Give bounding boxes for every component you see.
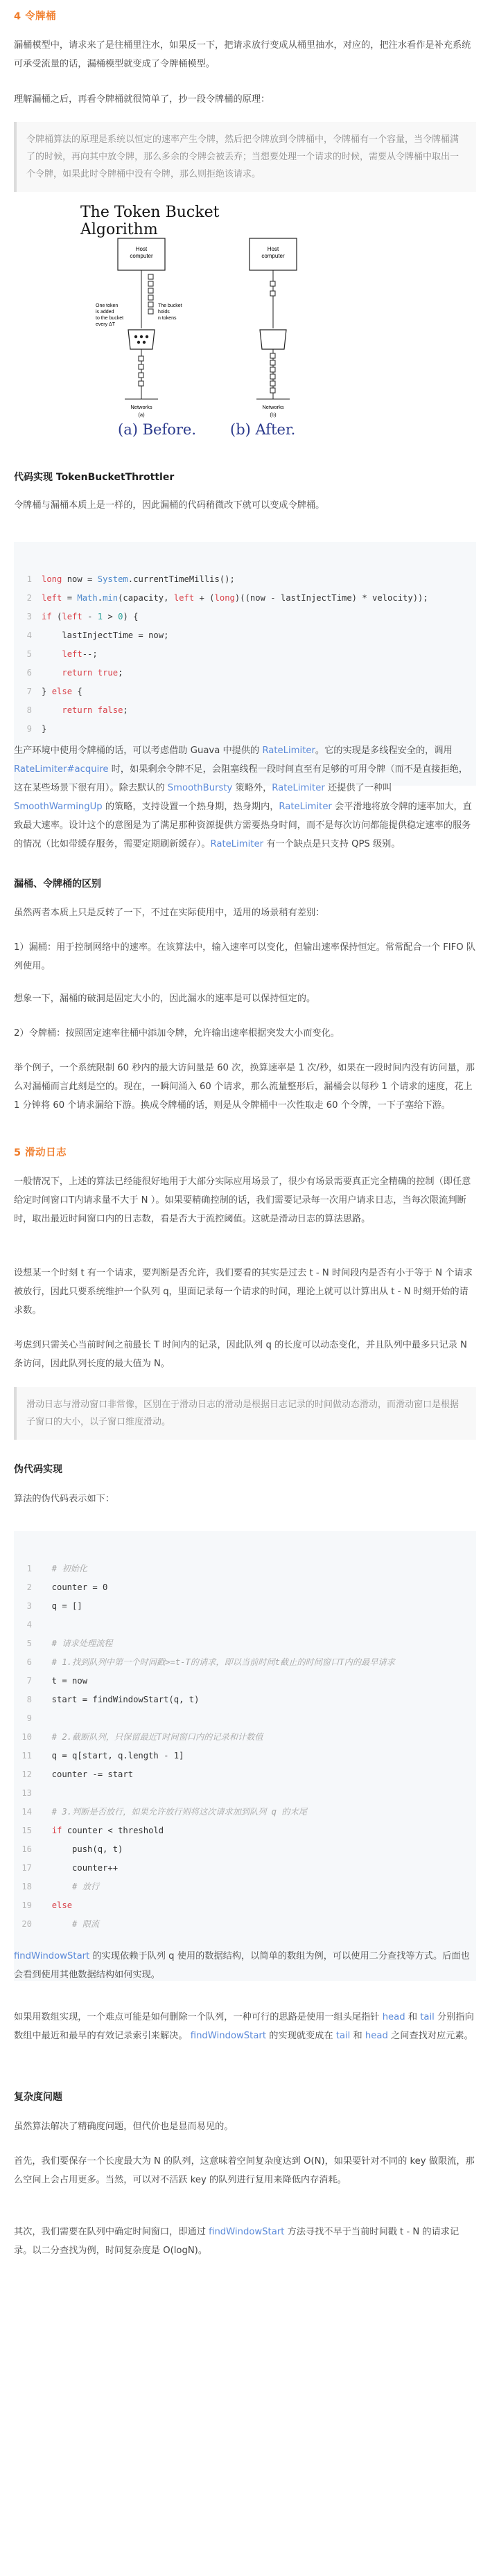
figure-title: The Token Bucket Algorithm — [80, 204, 220, 238]
paragraph-text: 设想某一个时刻 t 有一个请求，要判断是否允许，我们要看的其实是过去 t - N 时间段内是否有小于等于 N 个请求被放行，因此只要系统维护一个队列 q，里面记录每一个请求的时间，理论上就可以计算出从 t - N 时刻开始的请求数。 — [14, 1268, 473, 1316]
paragraph-text: 举个例子，一个系统限制 60 秒内的最大访问量是 60 次，换算速率是 1 次/秒，如果在一段时间内没有访问量，那么对漏桶而言此刻是空的。现在，一瞬间涌入 60 个请求，那么流量整形后，漏桶会以每秒 1 个请求的速度，花上 1 分钟将 60 个请求漏给下游。换成令牌桶的话，则是从令牌桶中一次性取走 60 个令牌，一下子塞给下游。 — [14, 1063, 475, 1111]
paragraph — [14, 741, 476, 854]
paragraph — [14, 1490, 476, 1508]
code-line: 11 q = q[start, q.length - 1] — [21, 1751, 184, 1761]
svg-text:holds: holds — [158, 310, 170, 315]
paragraph — [14, 2223, 476, 2260]
code-line: 18 # 放行 — [21, 1882, 100, 1891]
code-line: 16 push(q, t) — [21, 1844, 123, 1854]
figure-caption-before: (a) Before. — [118, 421, 196, 438]
code-line: 8 return false; — [26, 705, 128, 715]
paragraph — [14, 2152, 476, 2189]
code-line: 10 # 2.截断队列，只保留最近T时间窗口内的记录和计数值 — [21, 1732, 263, 1742]
subsection-title: 伪代码实现 — [14, 1464, 62, 1475]
subsection-title: 复杂度问题 — [14, 2092, 62, 2103]
paragraph — [14, 36, 476, 73]
subsection-title: 漏桶、令牌桶的区别 — [14, 879, 101, 890]
blockquote — [14, 122, 476, 192]
section-5-heading — [14, 1145, 476, 1159]
svg-text:The bucket: The bucket — [158, 303, 182, 308]
code-line: 8 start = findWindowStart(q, t) — [26, 1695, 200, 1704]
paragraph — [14, 903, 476, 922]
token-bucket-diagram — [76, 226, 402, 434]
paragraph — [14, 1172, 476, 1228]
code-line: 20 # 限流 — [21, 1919, 100, 1929]
blockquote — [14, 1387, 476, 1440]
svg-text:every ΔT: every ΔT — [96, 322, 116, 327]
paragraph-text: 想象一下，漏桶的破洞是固定大小的，因此漏水的速率是可以保持恒定的。 — [14, 994, 316, 1004]
code-line: 9 } — [26, 724, 47, 734]
code-line: 17 counter++ — [21, 1863, 119, 1873]
paragraph — [14, 1059, 476, 1115]
paragraph — [14, 2008, 476, 2045]
paragraph — [14, 2117, 476, 2136]
svg-text:computer: computer — [130, 253, 153, 259]
subsection-heading — [14, 1462, 476, 1476]
code-line: 7 } else { — [26, 687, 82, 696]
code-line: 5 # 请求处理流程 — [26, 1639, 113, 1648]
svg-text:Networks: Networks — [262, 404, 284, 410]
code-line: 1 # 初始化 — [26, 1564, 87, 1573]
paragraph-text: 漏桶模型中，请求来了是往桶里注水，如果反一下，把请求放行变成从桶里抽水，对应的，把注水看作是补充系统可承受流量的话，漏桶模型就变成了令牌桶模型。 — [14, 40, 471, 69]
subsection-title: 代码实现 TokenBucketThrottler — [14, 472, 175, 483]
code-line: 19 else — [21, 1900, 73, 1910]
svg-text:to the bucket: to the bucket — [96, 316, 124, 321]
paragraph — [14, 90, 476, 109]
paragraph — [14, 1336, 476, 1373]
code-line: 4 lastInjectTime = now; — [26, 630, 169, 640]
code-line: 6 # 1.找到队列中第一个时间戳>=t-T的请求，即以当前时间t截止的时间窗口T内的最早请求 — [26, 1657, 395, 1667]
paragraph-text: 理解漏桶之后，再看令牌桶就很简单了，抄一段令牌桶的原理： — [14, 94, 270, 105]
host-computer-label-b: Host — [267, 246, 279, 252]
paragraph-text: 2）令牌桶：按照固定速率往桶中添加令牌，允许输出速率根据突发大小而变化。 — [14, 1028, 340, 1039]
paragraph — [14, 496, 476, 515]
svg-text:is added: is added — [96, 310, 114, 315]
code-line: 4 — [26, 1620, 32, 1630]
svg-text:Networks: Networks — [130, 404, 152, 410]
code-line: 1 long now = System.currentTimeMillis(); — [26, 574, 235, 584]
code-line: 15 if counter < threshold — [21, 1826, 164, 1835]
subsection-heading — [14, 470, 476, 484]
paragraph-text: 其次，我们需要在队列中确定时间窗口，即通过 findWindowStart 方法寻找不早于当前时间戳 t - N 的请求记录。以二分查找为例，时间复杂度是 O(logN)。 — [14, 2227, 460, 2256]
svg-text:n tokens: n tokens — [158, 316, 177, 321]
section-4-heading — [14, 8, 476, 23]
code-line: 9 — [26, 1713, 32, 1723]
section-title: 4 令牌桶 — [14, 11, 57, 22]
code-block-pseudocode — [14, 1531, 476, 1981]
paragraph-text: 虽然算法解决了精确度问题，但代价也是显而易见的。 — [14, 2121, 234, 2132]
code-line: 2 counter = 0 — [26, 1582, 108, 1592]
code-line: 3 q = [] — [26, 1601, 82, 1611]
svg-text:One token: One token — [96, 303, 119, 308]
code-line: 13 — [21, 1788, 32, 1798]
paragraph-text: 如果用数组实现，一个难点可能是如何删除一个队列，一种可行的思路是使用一组头尾指针 head 和 tail 分别指向数组中最近和最早的有效记录索引来解决。 findWindowStart 的实现就变成在 tail 和 head 之间查找对应元素。 — [14, 2012, 474, 2041]
host-computer-label-a: Host — [135, 246, 148, 252]
code-line: 12 counter -= start — [21, 1770, 134, 1779]
code-line: 5 left--; — [26, 649, 98, 659]
paragraph-text: findWindowStart 的实现依赖于队列 q 使用的数据结构，以简单的数组为例，可以使用二分查找等方式。后面也会看到使用其他数据结构如何实现。 — [14, 1951, 470, 1980]
quote-text: 令牌桶算法的原理是系统以恒定的速率产生令牌，然后把令牌放到令牌桶中，令牌桶有一个容量，当令牌桶满了的时候，再向其中放令牌，那么多余的令牌会被丢弃；当想要处理一个请求的时候，需要从令牌桶中取出一个令牌，如果此时令牌桶中没有令牌，那么则拒绝该请求。 — [14, 122, 476, 192]
paragraph — [14, 1947, 476, 1984]
code-line: 6 return true; — [26, 668, 123, 678]
subsection-heading — [14, 876, 476, 890]
paragraph — [14, 989, 476, 1008]
paragraph — [14, 938, 476, 976]
code-line: 2 left = Math.min(capacity, left + (long)((now - lastInjectTime) * velocity)); — [26, 593, 428, 603]
figure-caption-after: (b) After. — [230, 421, 296, 438]
svg-text:(a): (a) — [138, 412, 145, 418]
paragraph-text: 算法的伪代码表示如下： — [14, 1494, 115, 1504]
paragraph-text: 考虑到只需关心当前时间之前最长 T 时间内的记录，因此队列 q 的长度可以动态变化，并且队列中最多只记录 N 条访问，因此队列长度的最大值为 N。 — [14, 1340, 467, 1369]
code-line: 14 # 3.判断是否放行，如果允许放行则将这次请求加到队列 q 的末尾 — [21, 1807, 307, 1817]
paragraph-text: 虽然两者本质上只是反转了一下，不过在实际使用中，适用的场景稍有差别： — [14, 908, 325, 918]
token-bucket-figure — [76, 201, 402, 443]
paragraph-text: 一般情况下，上述的算法已经能很好地用于大部分实际应用场景了，很少有场景需要真正完全精确的控制（即任意给定时间窗口T内请求量不大于 N ）。如果要精确控制的话，我们需要记录每一次用户请求日志，当每次限流判断时，取出最近时间窗口内的日志数，看是否大于流控阈值。这就是滑动日志的算法思路。 — [14, 1176, 471, 1224]
quote-text: 滑动日志与滑动窗口非常像，区别在于滑动日志的滑动是根据日志记录的时间做动态滑动，而滑动窗口是根据子窗口的大小，以子窗口维度滑动。 — [14, 1387, 476, 1440]
paragraph-text: 令牌桶与漏桶本质上是一样的，因此漏桶的代码稍微改下就可以变成令牌桶。 — [14, 500, 325, 511]
section-title: 5 滑动日志 — [14, 1147, 67, 1158]
subsection-heading — [14, 2090, 476, 2103]
paragraph-text: 首先，我们要保存一个长度最大为 N 的队列，这意味着空间复杂度达到 O(N)，如果要针对不同的 key 做限流，那么空间上会占用更多。当然，可以对不活跃 key 的队列进行复用来降低内存消耗。 — [14, 2156, 475, 2185]
paragraph-text: 1）漏桶：用于控制网络中的速率。在该算法中，输入速率可以变化，但输出速率保持恒定。常常配合一个 FIFO 队列使用。 — [14, 942, 476, 971]
code-line: 3 if (left - 1 > 0) { — [26, 612, 139, 621]
paragraph — [14, 1264, 476, 1320]
paragraph — [14, 1024, 476, 1043]
code-line: 7 t = now — [26, 1676, 88, 1686]
svg-text:(b): (b) — [270, 412, 277, 418]
svg-text:computer: computer — [261, 253, 285, 259]
paragraph-text: 生产环境中使用令牌桶的话，可以考虑借助 Guava 中提供的 RateLimiter。它的实现是多线程安全的，调用 RateLimiter#acquire 时，如果剩余令牌不足，会阻塞线程一段时间直至有足够的可用令牌（而不是直接拒绝，这在某些场景下很有用）。除去默认的 SmoothBursty 策略外，RateLimiter 还提供了一种叫 SmoothWarmingUp 的策略，支持设置一个热身期，热身期内，RateLimiter 会平滑地将放令牌的速率加大，直致最大速率。设计这个的意图是为了满足那种资源提供方需要热身时间，而不是每次访问都能提供稳定速率的服务的情况（比如带缓存服务，需要定期刷新缓存）。RateLimiter 有一个缺点是只支持 QPS 级别。 — [14, 746, 472, 849]
